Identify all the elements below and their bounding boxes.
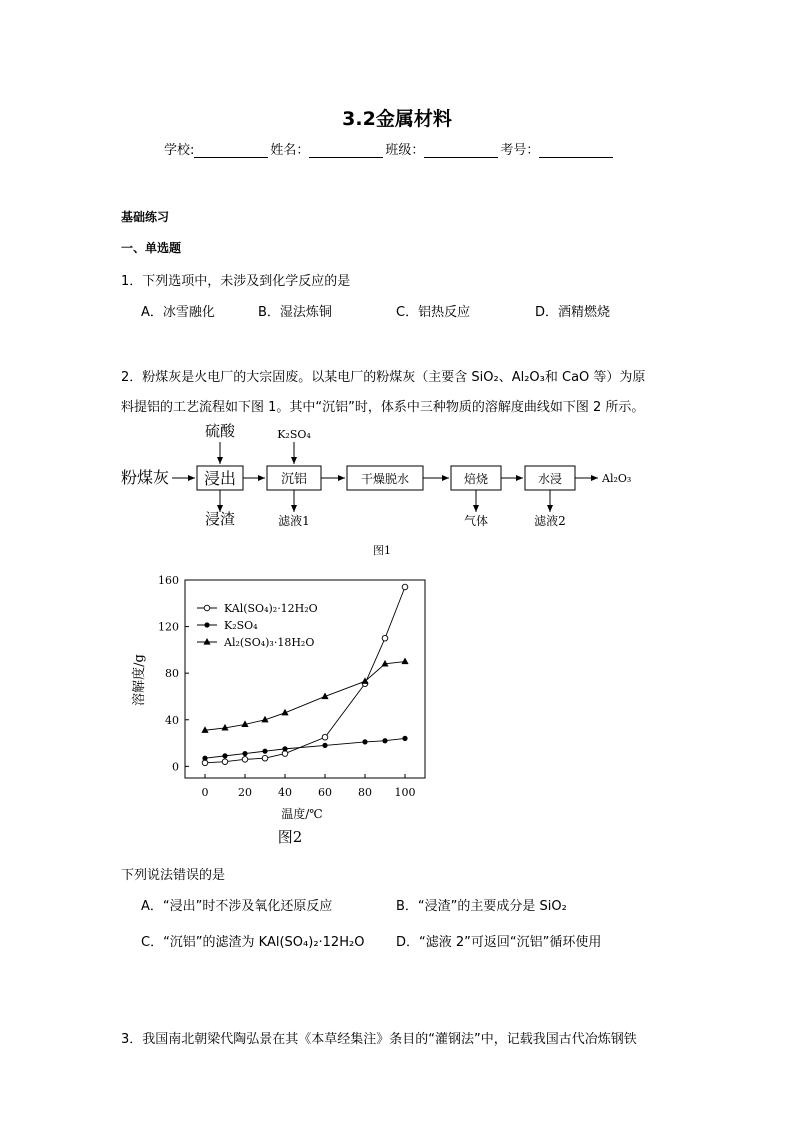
data-point-series-1 <box>322 734 328 740</box>
student-info <box>164 139 615 158</box>
data-point-series-1 <box>282 751 288 757</box>
q1-option-a[interactable]: A．冰雪融化 <box>141 305 215 320</box>
q1-option-c[interactable]: C．铝热反应 <box>396 305 471 320</box>
y-tick-label: 40 <box>165 713 179 727</box>
question-2-line-1: 2．粉煤灰是火电厂的大宗固废。以某电厂的粉煤灰（主要含 SiO₂、Al₂O₃和 CaO 等）为原 <box>121 370 646 385</box>
flow-step-precip: 沉铝 <box>280 472 308 487</box>
y-tick-label: 0 <box>172 760 179 774</box>
class-field[interactable] <box>424 143 498 158</box>
flow-output-filtrate1: 滤液1 <box>278 514 310 528</box>
name-field[interactable] <box>309 143 383 158</box>
data-point-series-2 <box>322 743 327 748</box>
data-point-series-1 <box>242 757 248 763</box>
data-point-series-2 <box>262 749 267 754</box>
legend-label-1: KAl(SO₄)₂·12H₂O <box>224 602 318 615</box>
data-point-series-2 <box>222 753 227 758</box>
y-axis-label: 溶解度/g <box>132 654 147 706</box>
flow-output-filtrate2: 滤液2 <box>534 514 566 528</box>
x-tick-label: 20 <box>238 786 252 799</box>
series-line-3 <box>205 662 405 731</box>
number-label: 考号： <box>500 143 540 158</box>
flow-step-water: 水浸 <box>537 472 563 486</box>
data-point-series-2 <box>282 746 287 751</box>
y-tick-label: 160 <box>158 574 179 587</box>
flow-output-residue: 浸渣 <box>204 510 236 528</box>
x-tick-label: 80 <box>358 786 372 799</box>
flow-diagram <box>115 418 675 560</box>
data-point-series-2 <box>242 751 247 756</box>
flow-input-acid: 硫酸 <box>204 422 236 440</box>
legend-label-3: Al₂(SO₄)₃·18H₂O <box>224 636 315 649</box>
legend-label-2: K₂SO₄ <box>224 619 258 632</box>
flow-end: Al₂O₃ <box>602 472 632 485</box>
q2-option-d[interactable]: D．“滤液 2”可返回“沉铝”循环使用 <box>396 935 602 950</box>
question-2-stem: 下列说法错误的是 <box>121 868 226 883</box>
number-field[interactable] <box>539 143 613 158</box>
figure-2-caption: 图2 <box>277 828 303 846</box>
subsection-heading: 一、单选题 <box>121 241 182 255</box>
data-point-series-2 <box>202 756 207 761</box>
figure-1-caption: 图1 <box>373 544 391 557</box>
school-field[interactable] <box>194 143 268 158</box>
data-point-series-2 <box>362 739 367 744</box>
data-point-series-3 <box>401 658 408 665</box>
flow-step-leach: 浸出 <box>203 469 237 488</box>
q2-option-a[interactable]: A．“浸出”时不涉及氧化还原反应 <box>141 899 333 914</box>
x-axis-label: 温度/℃ <box>281 807 323 821</box>
data-point-series-2 <box>402 736 407 741</box>
data-point-series-1 <box>202 760 208 766</box>
name-label: 姓名： <box>270 143 310 158</box>
x-tick-label: 100 <box>394 786 416 799</box>
question-1: 1．下列选项中，未涉及到化学反应的是 <box>121 274 351 289</box>
data-point-series-2 <box>382 738 387 743</box>
legend-marker-1 <box>204 605 210 611</box>
solubility-chart <box>125 572 435 852</box>
class-label: 班级： <box>385 143 425 158</box>
flow-start: 粉煤灰 <box>121 468 170 487</box>
question-2-line-2: 料提铝的工艺流程如下图 1。其中“沉铝”时，体系中三种物质的溶解度曲线如下图 2 所示。 <box>121 400 645 415</box>
y-tick-label: 80 <box>165 667 179 681</box>
page-title: 3.2金属材料 <box>342 108 452 130</box>
flow-output-gas: 气体 <box>463 514 489 528</box>
q1-option-b[interactable]: B．湿法炼铜 <box>258 305 332 320</box>
series-line-2 <box>205 738 405 758</box>
q2-option-c[interactable]: C．“沉铝”的滤渣为 KAl(SO₄)₂·12H₂O <box>141 935 365 950</box>
section-heading: 基础练习 <box>121 210 170 224</box>
question-3: 3．我国南北朝梁代陶弘景在其《本草经集注》条目的“灌钢法”中，记载我国古代冶炼钢铁 <box>121 1032 637 1047</box>
q1-option-d[interactable]: D．酒精燃烧 <box>535 305 611 320</box>
data-point-series-1 <box>222 759 228 765</box>
x-tick-label: 60 <box>318 786 332 799</box>
flow-step-dry: 干燥脱水 <box>360 472 410 486</box>
data-point-series-1 <box>262 755 268 761</box>
legend-marker-3 <box>203 638 210 645</box>
data-point-series-1 <box>402 584 408 590</box>
school-label: 学校: <box>164 143 195 158</box>
flow-step-roast: 焙烧 <box>463 472 489 486</box>
x-tick-label: 40 <box>278 786 292 799</box>
x-tick-label: 0 <box>201 786 209 799</box>
y-tick-label: 120 <box>158 620 179 634</box>
flow-input-k2so4: K₂SO₄ <box>277 428 311 441</box>
data-point-series-1 <box>382 635 388 641</box>
legend-marker-2 <box>204 622 209 627</box>
q2-option-b[interactable]: B．“浸渣”的主要成分是 SiO₂ <box>396 899 567 914</box>
